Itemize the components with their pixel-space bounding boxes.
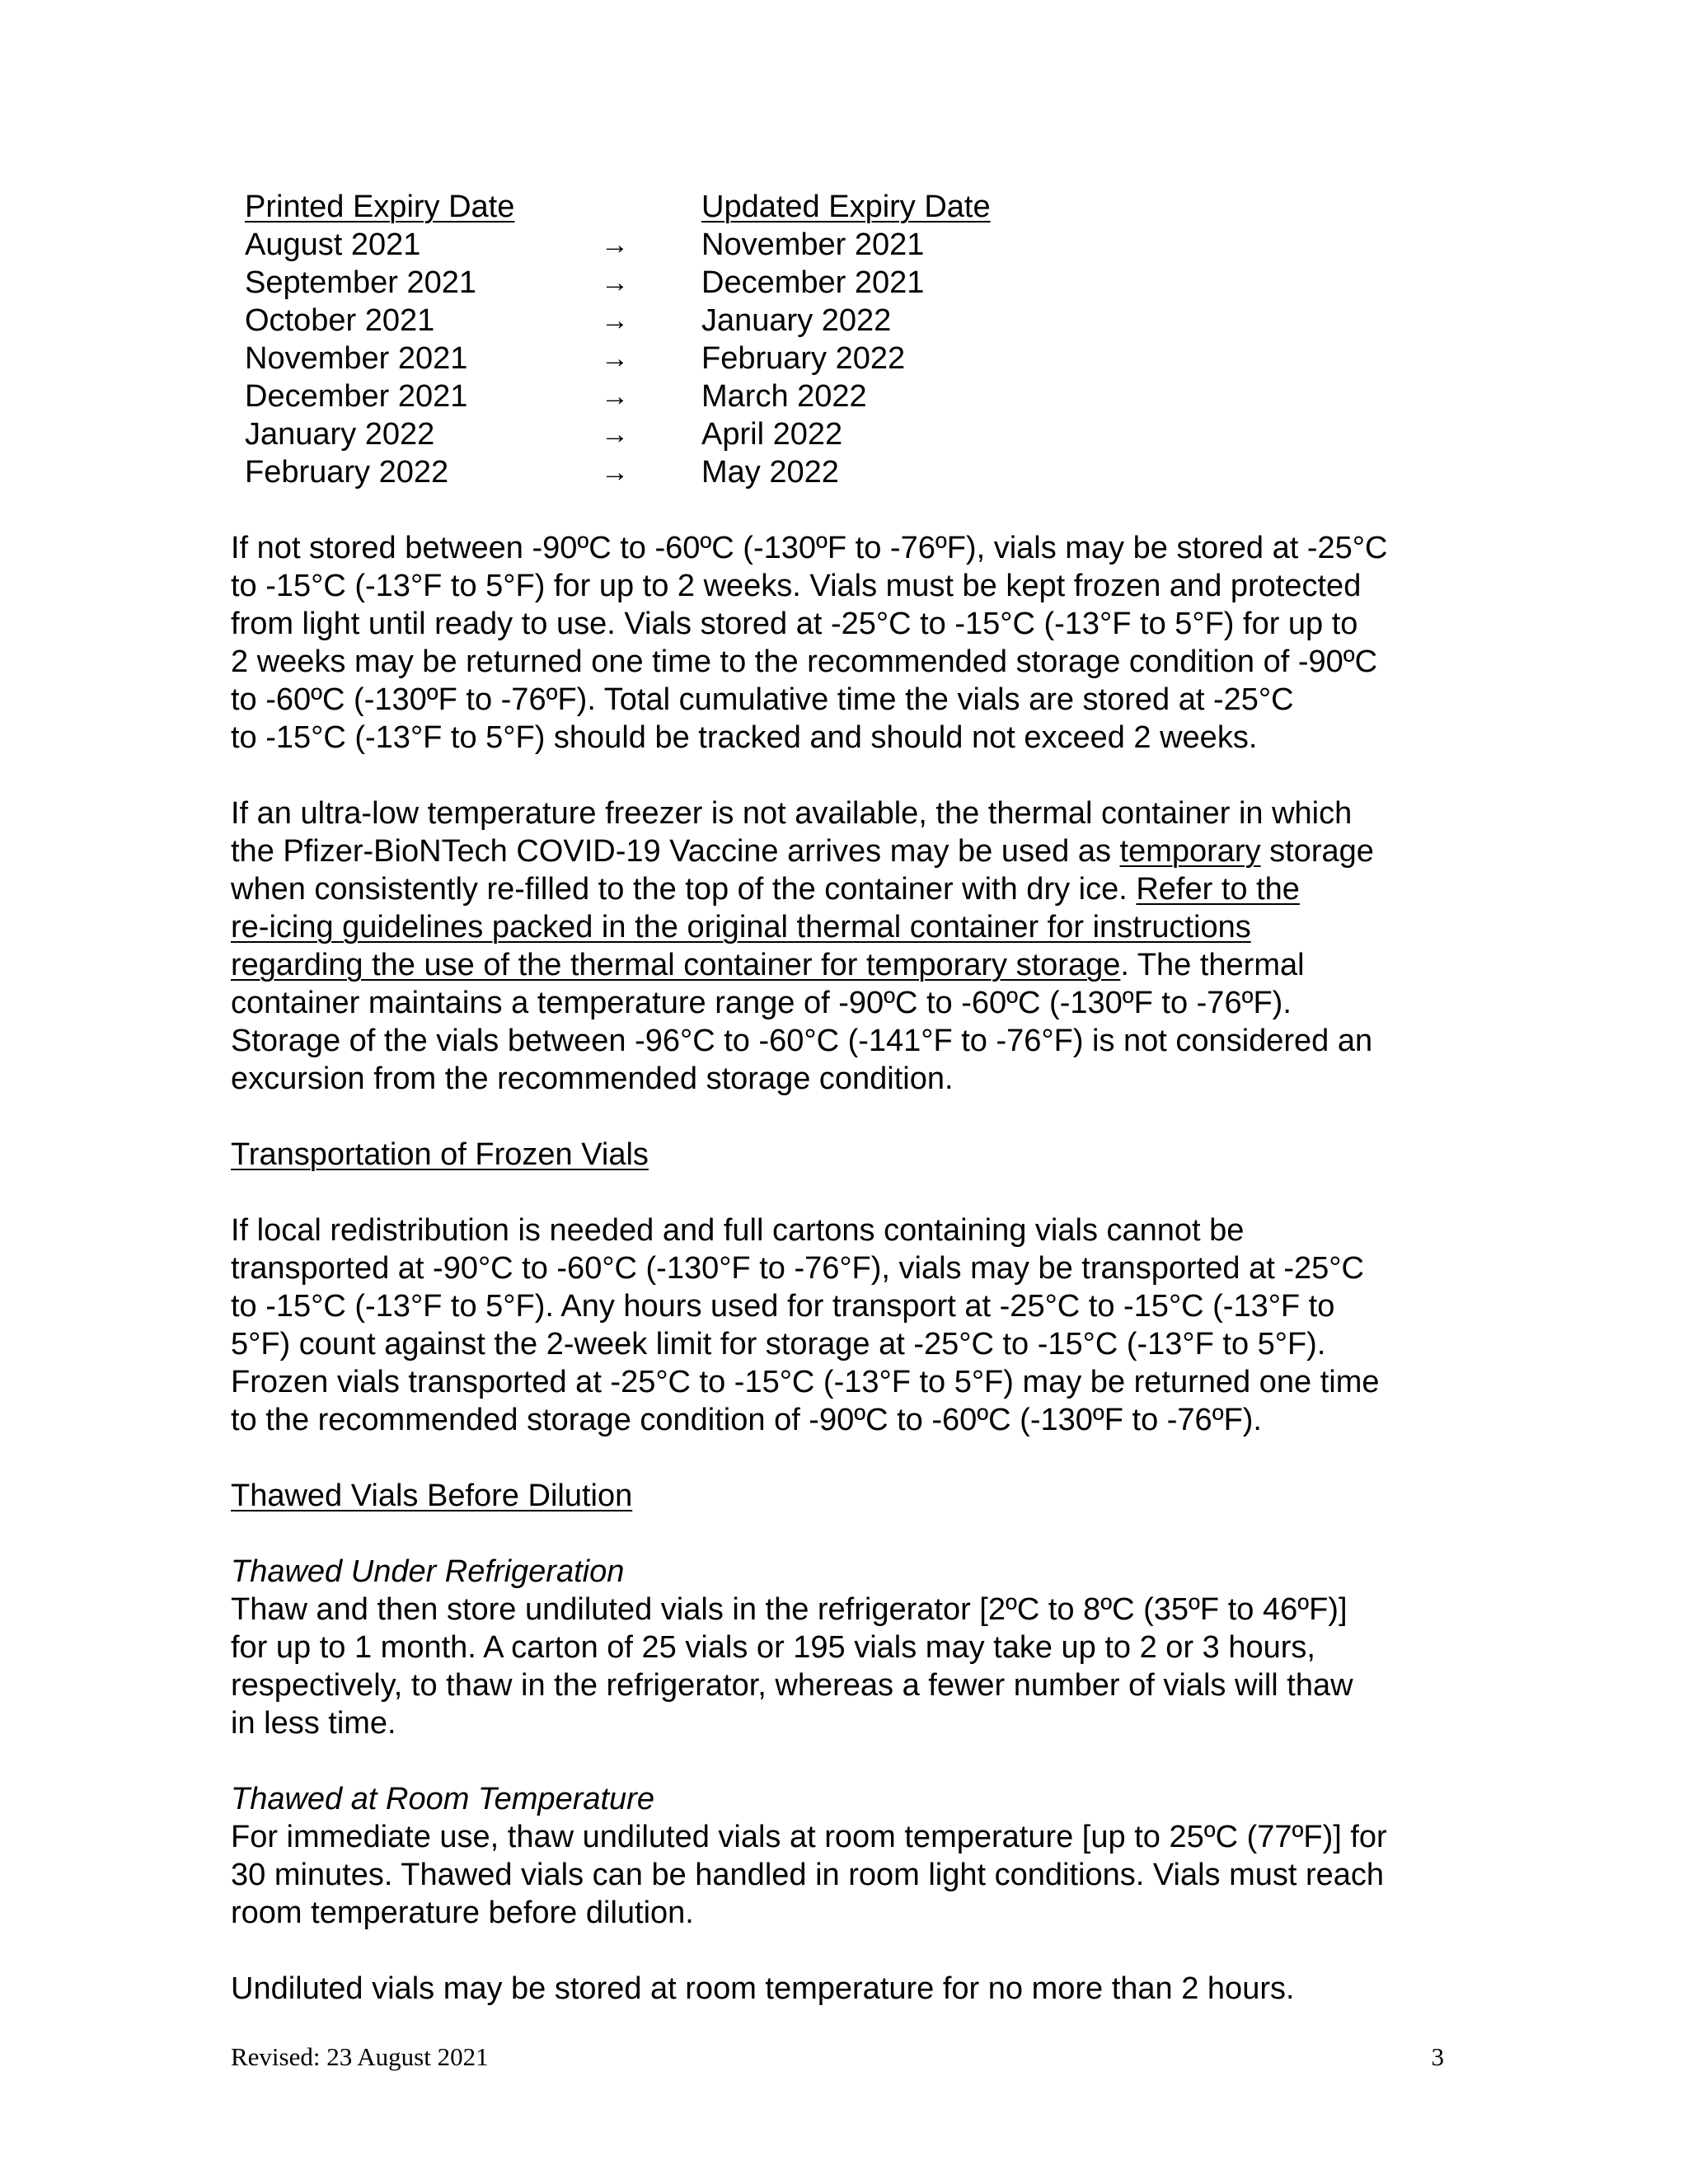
storage-paragraph <box>231 529 1451 757</box>
text-line: If local redistribution is needed and full cartons containing vials cannot be <box>231 1213 1245 1248</box>
printed-date: August 2021 <box>245 227 421 262</box>
refrigeration-subheading: Thawed Under Refrigeration <box>231 1554 625 1589</box>
room-temperature-subheading: Thawed at Room Temperature <box>231 1782 654 1816</box>
text-line: to -15°C (-13°F to 5°F) for up to 2 weeks. Vials must be kept frozen and protected <box>231 569 1362 603</box>
updated-date: April 2022 <box>701 417 843 452</box>
updated-date: November 2021 <box>701 227 925 262</box>
expiry-row <box>245 226 1451 264</box>
re-icing-reference: Refer to the <box>1136 872 1300 907</box>
text-line: Undiluted vials may be stored at room temperature for no more than 2 hours. <box>231 1971 1295 2006</box>
thawed-vials-heading: Thawed Vials Before Dilution <box>231 1479 633 1513</box>
page-number: 3 <box>1431 2042 1444 2071</box>
expiry-date-table <box>245 188 1451 491</box>
text-line: If an ultra-low temperature freezer is not available, the thermal container in which <box>231 796 1353 831</box>
updated-date: January 2022 <box>701 303 892 338</box>
updated-expiry-header: Updated Expiry Date <box>701 190 991 224</box>
text-line: For immediate use, thaw undiluted vials at room temperature [up to 25ºC (77ºF)] for <box>231 1820 1387 1854</box>
text-line: 2 weeks may be returned one time to the recommended storage condition of -90ºC <box>231 644 1378 679</box>
text-line: If not stored between -90ºC to -60ºC (-130ºF to -76ºF), vials may be stored at -25°C <box>231 531 1388 565</box>
text-line: Storage of the vials between -96°C to -60°C (-141°F to -76°F) is not considered an <box>231 1024 1373 1058</box>
text-line: regarding the use of the thermal container for temporary storage. The thermal <box>231 948 1305 982</box>
text-line: for up to 1 month. A carton of 25 vials or 195 vials may take up to 2 or 3 hours, <box>231 1630 1315 1665</box>
text-line: the Pfizer-BioNTech COVID-19 Vaccine arrives may be used as temporary storage <box>231 834 1374 869</box>
transport-heading: Transportation of Frozen Vials <box>231 1137 649 1172</box>
expiry-row <box>245 302 1451 340</box>
revised-date: Revised: 23 August 2021 <box>231 2042 489 2071</box>
arrow-icon: → <box>601 343 629 374</box>
updated-date: March 2022 <box>701 379 867 414</box>
expiry-row <box>245 377 1451 415</box>
text-line: 30 minutes. Thawed vials can be handled in room light conditions. Vials must reach <box>231 1858 1385 1892</box>
refrigeration-section <box>231 1553 1451 1742</box>
thermal-container-paragraph <box>231 794 1451 1098</box>
updated-date: December 2021 <box>701 265 925 300</box>
text-line: transported at -90°C to -60°C (-130°F to -76°F), vials may be transported at -25°C <box>231 1251 1364 1286</box>
page-footer <box>231 2042 1444 2072</box>
arrow-icon: → <box>601 267 629 298</box>
text-line: when consistently re-filled to the top of the container with dry ice. Refer to the <box>231 872 1300 907</box>
transport-paragraph <box>231 1212 1451 1439</box>
expiry-row <box>245 415 1451 453</box>
re-icing-reference: regarding the use of the thermal container for temporary storage <box>231 948 1121 982</box>
printed-date: February 2022 <box>245 455 449 490</box>
text-line: to the recommended storage condition of -90ºC to -60ºC (-130ºF to -76ºF). <box>231 1403 1262 1437</box>
text-line: in less time. <box>231 1706 396 1741</box>
printed-date: January 2022 <box>245 417 435 452</box>
page-content <box>231 188 1451 2046</box>
printed-date: September 2021 <box>245 265 476 300</box>
re-icing-reference: re-icing guidelines packed in the original thermal container for instructions <box>231 910 1251 944</box>
printed-date: October 2021 <box>245 303 435 338</box>
text-line: 5°F) count against the 2-week limit for storage at -25°C to -15°C (-13°F to 5°F). <box>231 1327 1326 1361</box>
arrow-icon: → <box>601 381 629 412</box>
text-line: from light until ready to use. Vials stored at -25°C to -15°C (-13°F to 5°F) for up to <box>231 607 1358 641</box>
updated-date: February 2022 <box>701 341 906 376</box>
expiry-table-header <box>245 188 1451 226</box>
arrow-icon: → <box>601 305 629 336</box>
text-line: to -15°C (-13°F to 5°F) should be tracked and should not exceed 2 weeks. <box>231 720 1258 755</box>
text-line: room temperature before dilution. <box>231 1896 694 1930</box>
printed-date: November 2021 <box>245 341 468 376</box>
arrow-icon: → <box>601 457 629 488</box>
text-line: respectively, to thaw in the refrigerator, whereas a fewer number of vials will thaw <box>231 1668 1353 1703</box>
updated-date: May 2022 <box>701 455 839 490</box>
text-line: excursion from the recommended storage condition. <box>231 1062 954 1096</box>
expiry-row <box>245 264 1451 302</box>
temporary-emphasis: temporary <box>1119 834 1261 869</box>
printed-date: December 2021 <box>245 379 468 414</box>
text-line: to -15°C (-13°F to 5°F). Any hours used for transport at -25°C to -15°C (-13°F to <box>231 1289 1335 1324</box>
arrow-icon: → <box>601 229 629 260</box>
text-line: Thaw and then store undiluted vials in the refrigerator [2ºC to 8ºC (35ºF to 46ºF)] <box>231 1592 1348 1627</box>
printed-expiry-header: Printed Expiry Date <box>245 190 515 224</box>
arrow-icon: → <box>601 419 629 450</box>
text-line: container maintains a temperature range of -90ºC to -60ºC (-130ºF to -76ºF). <box>231 986 1292 1020</box>
expiry-row <box>245 340 1451 377</box>
room-temperature-section <box>231 1780 1451 1932</box>
expiry-row <box>245 453 1451 491</box>
undiluted-paragraph <box>231 1970 1451 2008</box>
text-line: to -60ºC (-130ºF to -76ºF). Total cumulative time the vials are stored at -25°C <box>231 682 1294 717</box>
text-line: Frozen vials transported at -25°C to -15°C (-13°F to 5°F) may be returned one time <box>231 1365 1380 1399</box>
